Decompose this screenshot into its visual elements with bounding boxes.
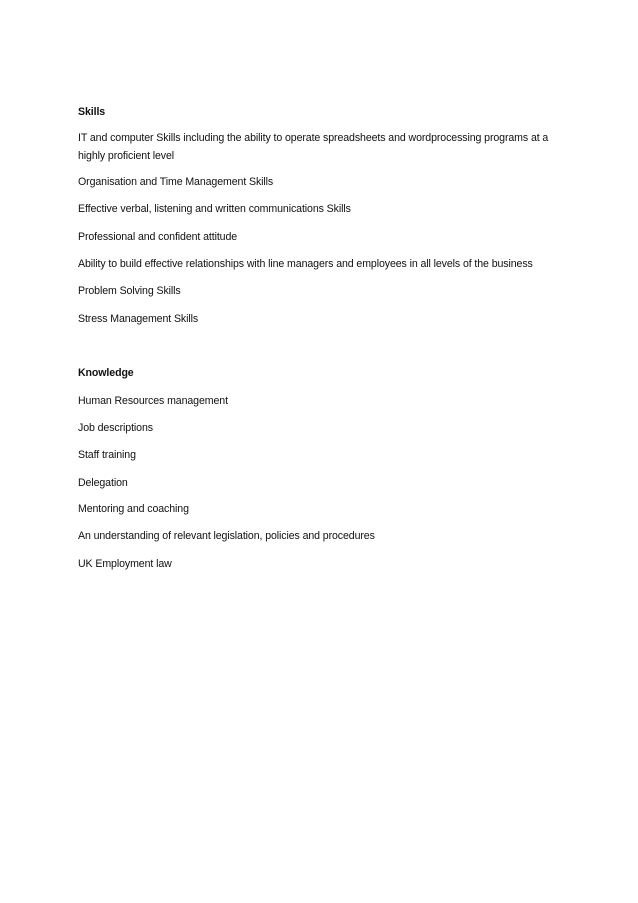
knowledge-item-job-descriptions: Job descriptions [78,422,153,434]
skills-item-stress-management: Stress Management Skills [78,313,199,325]
skills-item-it-computer: IT and computer Skills including the ability to operate spreadsheets and wordprocessing programs at a highly proficient level [78,132,549,162]
skills-item-organisation: Organisation and Time Management Skills [78,176,274,188]
knowledge-item-hr-management: Human Resources management [78,395,228,407]
skills-item-communications: Effective verbal, listening and written communications Skills [78,203,351,215]
knowledge-item-legislation: An understanding of relevant legislation, policies and procedures [78,530,375,542]
knowledge-item-staff-training: Staff training [78,449,136,461]
skills-item-attitude: Professional and confident attitude [78,231,238,243]
skills-item-relationships: Ability to build effective relationships with line managers and employees in all levels of the business [78,258,533,270]
skills-item-problem-solving: Problem Solving Skills [78,285,181,297]
knowledge-heading: Knowledge [78,367,134,379]
knowledge-item-delegation: Delegation [78,477,128,489]
knowledge-item-employment-law: UK Employment law [78,558,172,570]
knowledge-item-mentoring: Mentoring and coaching [78,503,189,515]
skills-heading: Skills [78,106,106,118]
